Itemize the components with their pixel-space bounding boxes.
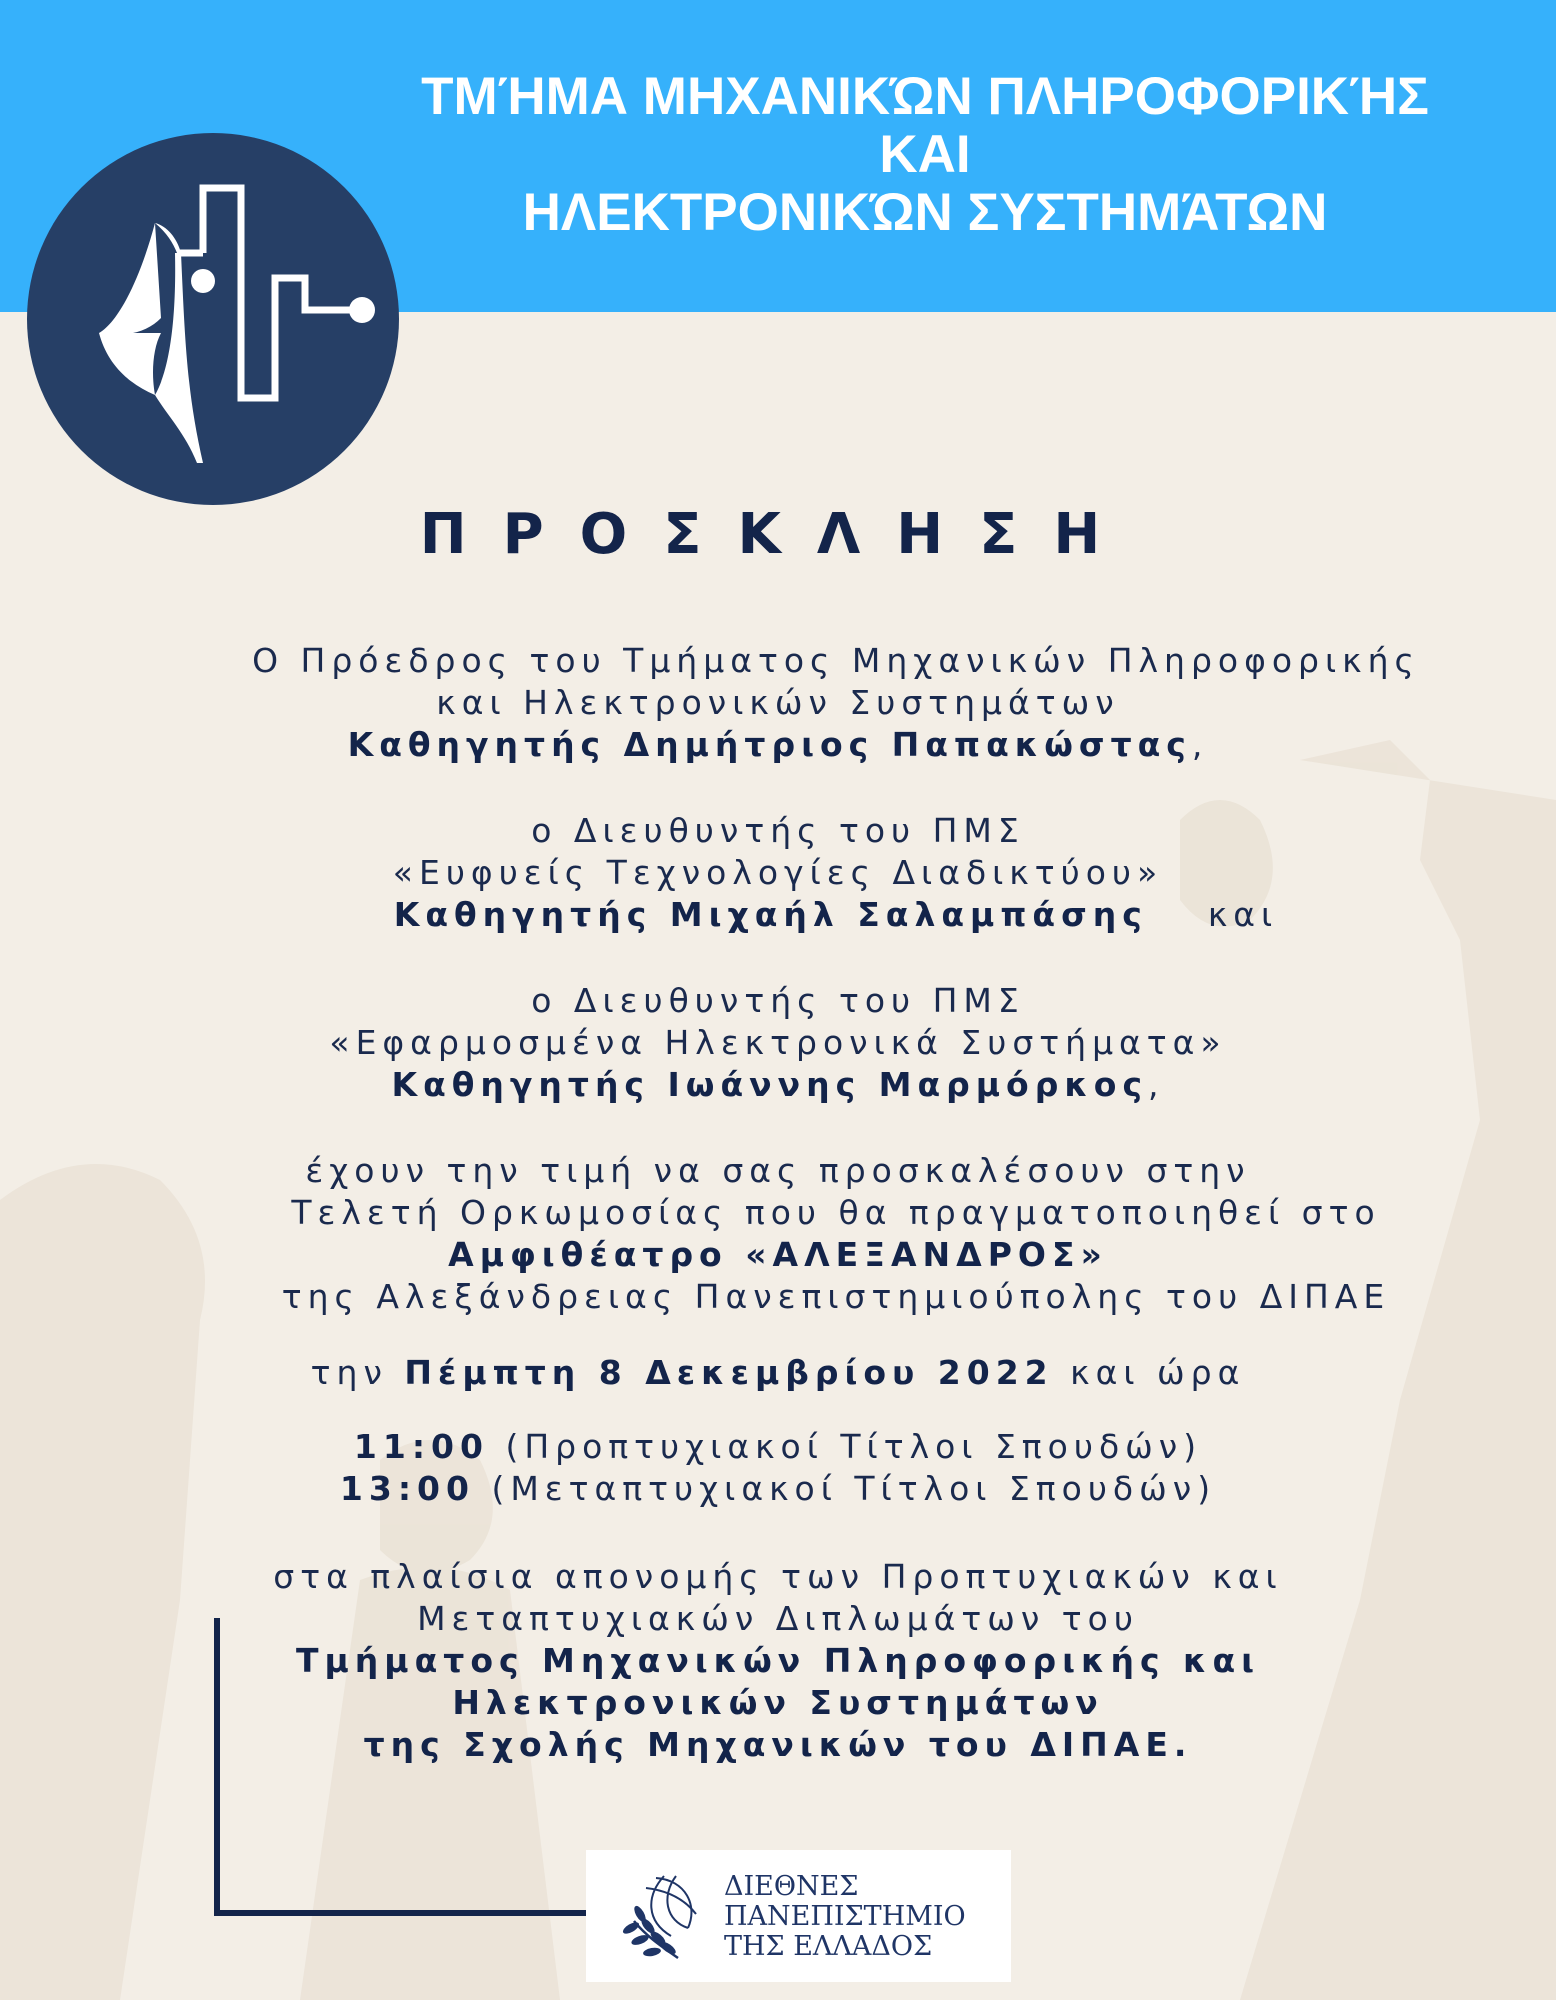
olive-branch-globe-icon: [616, 1866, 716, 1966]
para1-line1: Ο Πρόεδρος του Τμήματος Μηχανικών Πληροφορικής: [252, 641, 1420, 680]
para2-name: Καθηγητής Μιχαήλ Σαλαμπάσης: [393, 895, 1148, 934]
para3-line1: ο Διευθυντής του ΠΜΣ: [531, 981, 1025, 1020]
department-title-line-1: ΤΜΉΜΑ ΜΗΧΑΝΙΚΏΝ ΠΛΗΡΟΦΟΡΙΚΉΣ: [421, 67, 1429, 126]
department-signal-logo-icon: [27, 133, 399, 505]
para4-line2: Τελετή Ορκωμοσίας που θα πραγματοποιηθεί στο: [291, 1193, 1381, 1232]
time-postgrad-label: (Μεταπτυχιακοί Τίτλοι Σπουδών): [491, 1469, 1217, 1508]
closing-bold3: [0, 1724, 1556, 1766]
para1-name-suffix: ,: [1191, 725, 1209, 764]
date-suffix: και ώρα: [1070, 1353, 1246, 1392]
closing-line1: στα πλαίσια απονομής των Προπτυχιακών και: [273, 1557, 1283, 1596]
closing-line2: Μεταπτυχιακών Διπλωμάτων του: [417, 1599, 1139, 1638]
para2-line2: «Ευφυείς Τεχνολογίες Διαδικτύου»: [392, 853, 1164, 892]
frame-horizontal-rule: [214, 1910, 586, 1916]
para4-line4: της Αλεξάνδρειας Πανεπιστημιούπολης του ΔΙΠΑΕ: [281, 1277, 1391, 1316]
para3-name: Καθηγητής Ιωάννης Μαρμόρκος: [391, 1065, 1148, 1104]
date-prefix: την: [310, 1353, 388, 1392]
para2-name-suffix: και: [1207, 895, 1279, 934]
venue-line: [0, 1234, 1556, 1276]
para4-line1: έχουν την τιμή να σας προσκαλέσουν στην: [305, 1151, 1251, 1190]
closing-bold2: [0, 1682, 1556, 1724]
time-line-undergrad: [0, 1426, 1556, 1468]
department-title-line-3: ΗΛΕΚΤΡΟΝΙΚΏΝ ΣΥΣΤΗΜΆΤΩΝ: [522, 183, 1328, 242]
closing-bold2-text: Ηλεκτρονικών Συστημάτων: [452, 1683, 1104, 1722]
para2-name-line: [0, 894, 1556, 936]
university-logo: [586, 1850, 1011, 1982]
frame-vertical-rule: [214, 1618, 220, 1916]
para1-name-line: [0, 724, 1556, 766]
time-undergrad: 11:00: [353, 1427, 489, 1466]
university-name-line2: ΠΑΝΕΠΙΣΤΗΜΙΟ: [724, 1901, 966, 1932]
university-name: [724, 1872, 966, 1962]
time-undergrad-label: (Προπτυχιακοί Τίτλοι Σπουδών): [505, 1427, 1203, 1466]
time-postgrad: 13:00: [339, 1469, 475, 1508]
invitation-heading: ΠΡΟΣΚΛΗΣΗ: [419, 502, 1137, 567]
university-name-line3: ΤΗΣ ΕΛΛΑΔΟΣ: [724, 1931, 933, 1962]
closing-bold3-text: της Σχολής Μηχανικών του ΔΙΠΑΕ.: [363, 1725, 1193, 1764]
time-line-postgrad: [0, 1468, 1556, 1510]
closing-bold1-text: Τμήματος Μηχανικών Πληροφορικής και: [296, 1641, 1260, 1680]
para1-line2: και Ηλεκτρονικών Συστημάτων: [436, 683, 1120, 722]
para2-line1: ο Διευθυντής του ΠΜΣ: [531, 811, 1025, 850]
department-title: [370, 68, 1480, 242]
para3-line2: «Εφαρμοσμένα Ηλεκτρονικά Συστήματα»: [329, 1023, 1227, 1062]
date-value: Πέμπτη 8 Δεκεμβρίου 2022: [404, 1353, 1054, 1392]
closing-bold1: [0, 1640, 1556, 1682]
venue: Αμφιθέατρο «ΑΛΕΞΑΝΔΡΟΣ»: [448, 1235, 1108, 1274]
department-title-line-2: ΚΑΙ: [879, 125, 971, 184]
para3-name-line: [0, 1064, 1556, 1106]
date-line: [0, 1352, 1556, 1394]
para1-name: Καθηγητής Δημήτριος Παπακώστας: [347, 725, 1192, 764]
university-name-line1: ΔΙΕΘΝΕΣ: [724, 1871, 859, 1902]
para3-name-suffix: ,: [1148, 1065, 1165, 1104]
